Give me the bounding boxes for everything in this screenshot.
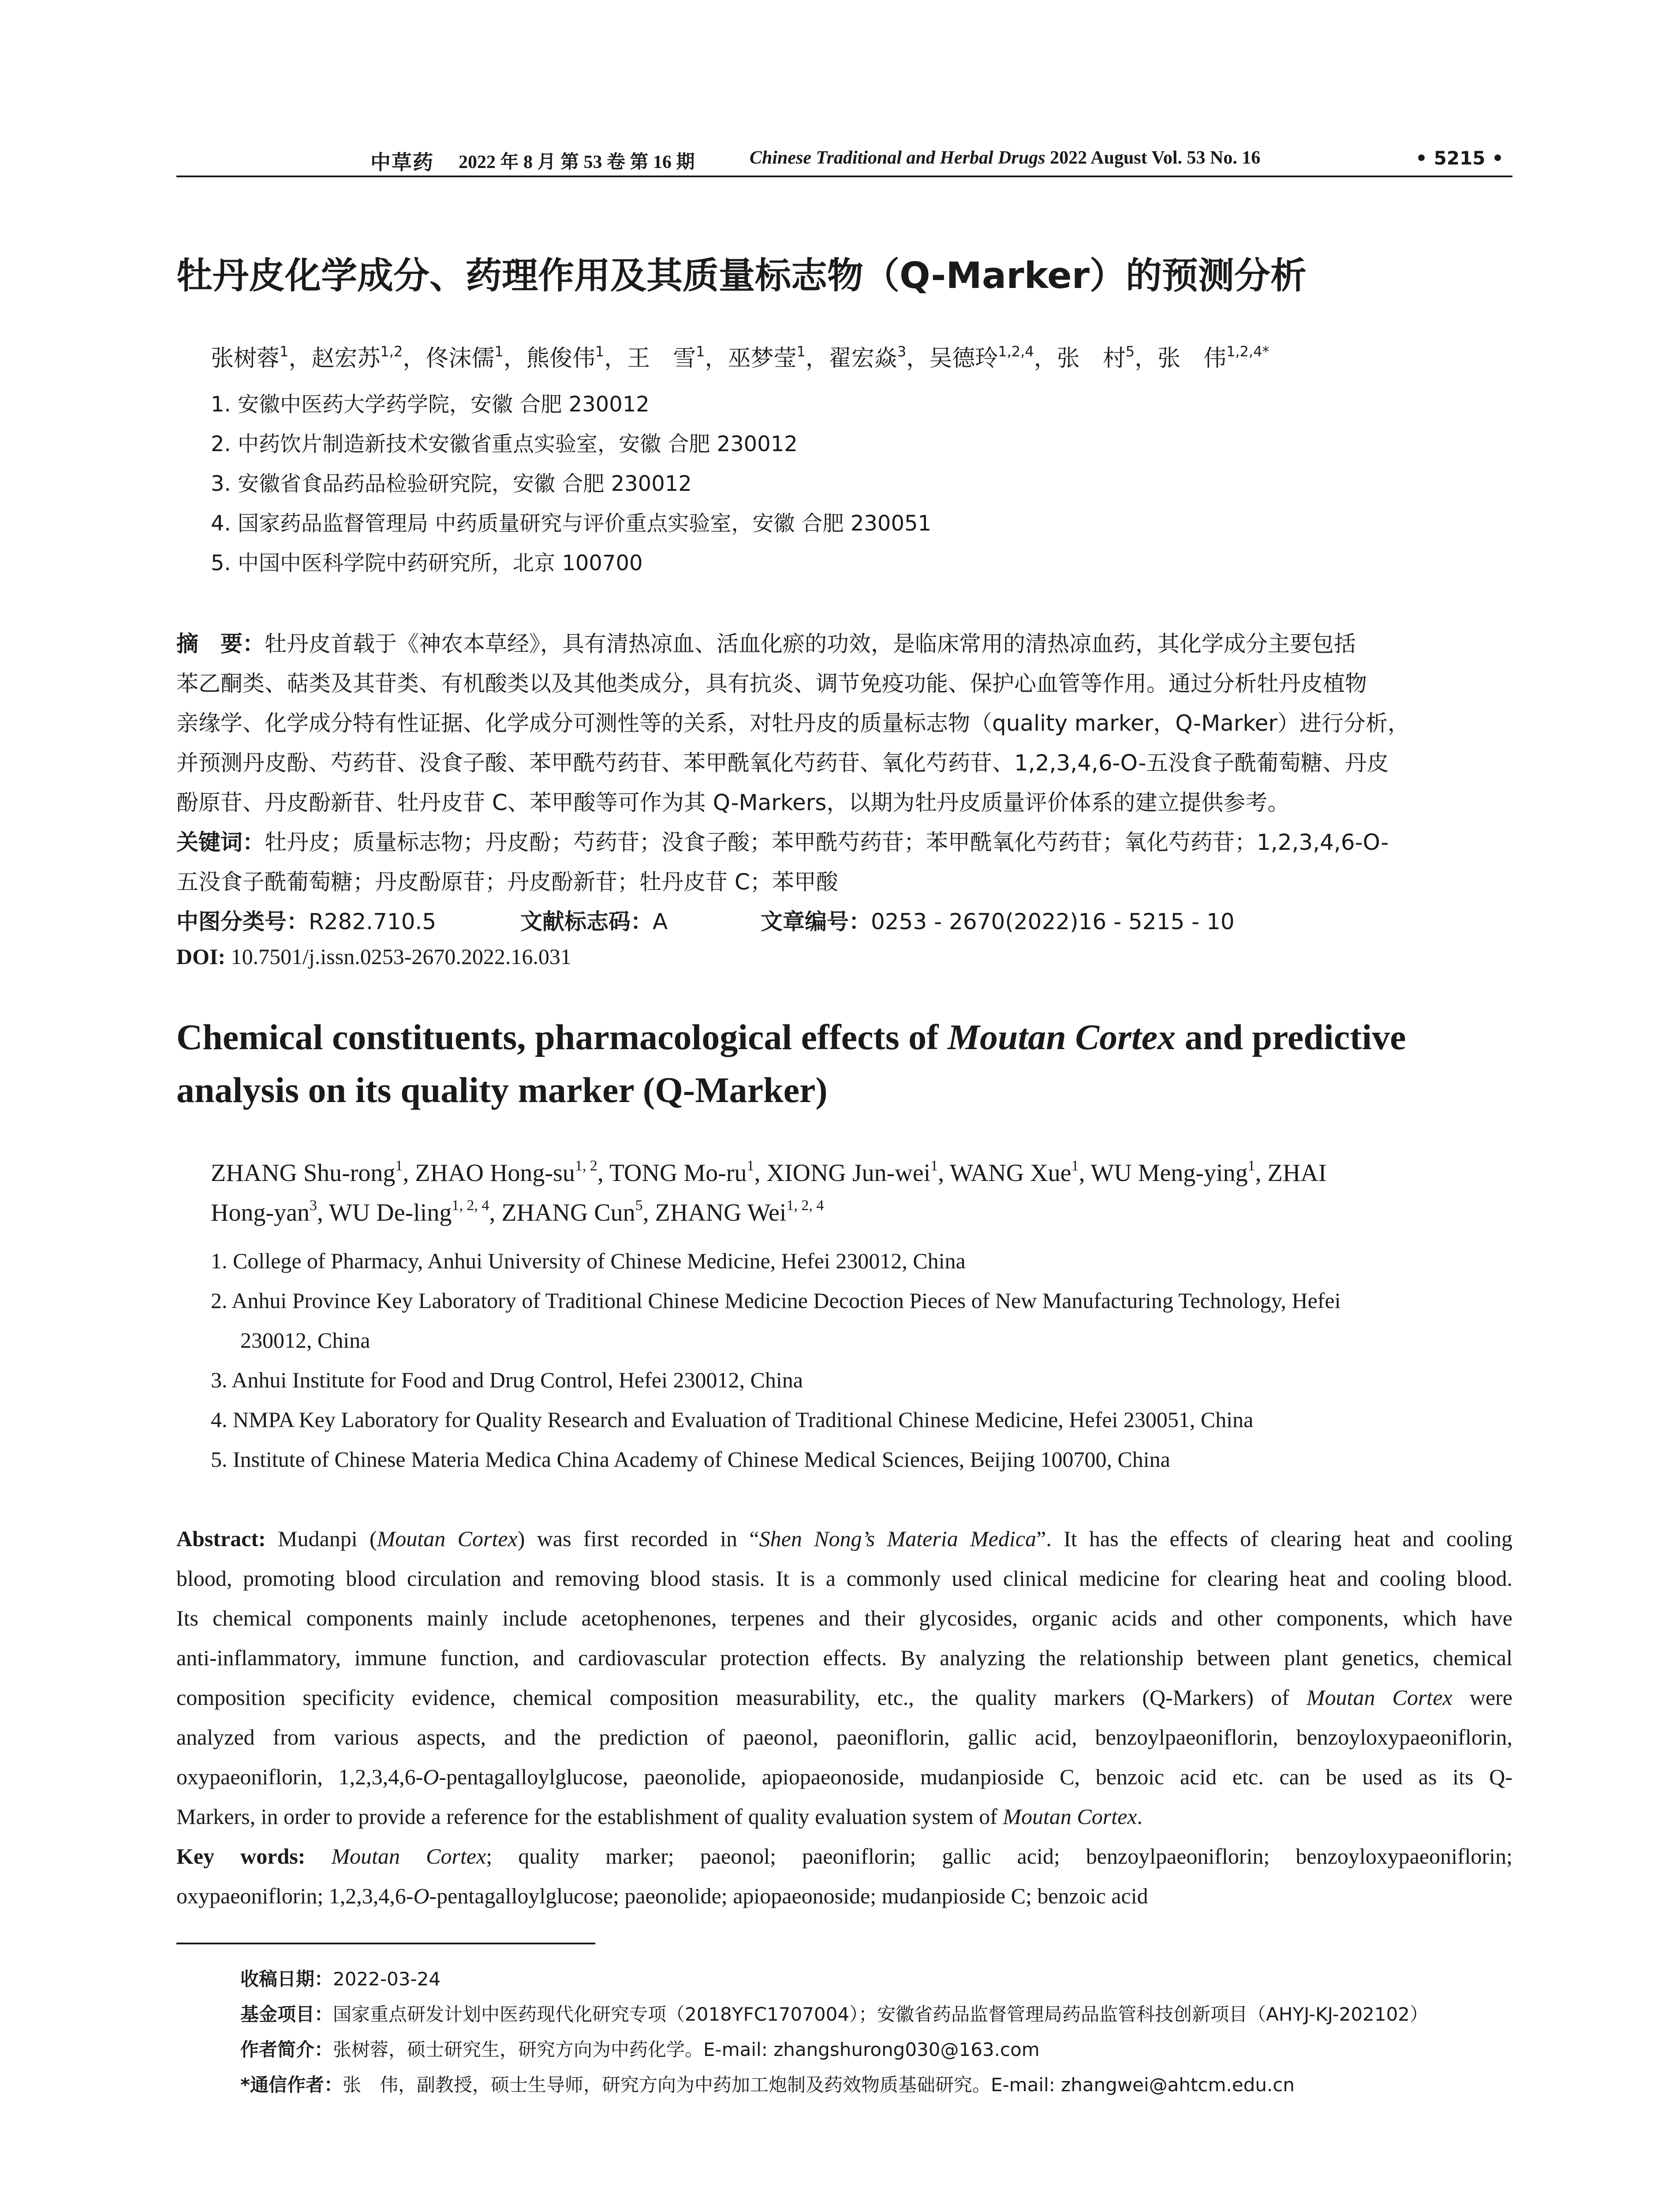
affiliation-cn: 4. 国家药品监督管理局 中药质量研究与评价重点实验室，安徽 合肥 230051 [211,511,932,536]
affiliation-cn: 3. 安徽省食品药品检验研究院，安徽 合肥 230012 [211,471,692,496]
authors-en-line [211,1199,824,1227]
title-cn: 牡丹皮化学成分、药理作用及其质量标志物（Q-Marker）的预测分析 [176,255,1307,297]
abstract-cn-line: 并预测丹皮酚、芍药苷、没食子酸、苯甲酰芍药苷、苯甲酰氧化芍药苷、氧化芍药苷、1,2,3,4,6-O-五没食子酰葡萄糖、丹皮 [176,750,1389,776]
footnote-corresponding: *通信作者：张 伟，副教授，硕士生导师，研究方向为中药加工炮制及药效物质基础研究。E-mail: zhangwei@ahtcm.edu.cn [240,2074,1295,2096]
author-en: Hong-yan$^3$, [211,1197,329,1226]
author-cn: 张树蓉$^1$， [211,343,312,372]
journal-name-cn: 中草药 [370,150,434,174]
abstract-en-line: Markers, in order to provide a reference for the establishment of quality evaluation system of Moutan Cortex. [176,1804,1143,1829]
affiliation-cn: 1. 安徽中医药大学药学院，安徽 合肥 230012 [211,392,650,417]
keywords-en-label: Key words: [176,1844,306,1869]
footnote-received: 收稿日期：2022-03-24 [240,1968,441,1990]
journal-name-en: Chinese Traditional and Herbal Drugs [750,148,1045,168]
running-header [176,140,1512,174]
abstract-cn-line: 摘 要：牡丹皮首载于《神农本草经》，具有清热凉血、活血化瘀的功效，是临床常用的清热凉血药，其化学成分主要包括 [176,631,1356,657]
abstract-cn-line: 酚原苷、丹皮酚新苷、牡丹皮苷 C、苯甲酸等可作为其 Q-Markers，以期为牡丹皮质量评价体系的建立提供参考。 [176,790,1290,815]
header-divider [176,176,1512,177]
article-number [761,904,1235,936]
issue-info-cn: 2022 年 8 月 第 53 卷 第 16 期 [459,152,695,172]
keywords-en-line: Key words: Moutan Cortex; quality marker; paeonol; paeoniflorin; gallic acid; benzoylpaeoniflorin; benzoyloxypaeoniflorin; [176,1844,1512,1869]
doi-label: DOI: [176,944,226,969]
abstract-en-line: Its chemical components mainly include acetophenones, terpenes and their glycosides, organic acids and other components, which have [176,1606,1512,1630]
author-en: WU De-ling$^{1, 2, 4}$, [329,1197,502,1226]
abstract-en-line: Abstract: Mudanpi (Moutan Cortex) was first recorded in “Shen Nong’s Materia Medica”. It has the effects of clearing heat and cooling [176,1526,1512,1551]
page-number: • 5215 • [1415,147,1504,169]
doc-code-label: 文献标志码： [520,909,653,934]
author-cn: 赵宏苏$^{1,2}$， [311,343,426,372]
abstract-en-line: oxypaeoniflorin, 1,2,3,4,6-O-pentagalloylglucose, paeonolide, apiopaeonoside, mudanpioside C, benzoic acid etc. can be used as its Q- [176,1764,1512,1789]
affiliation-cn: 2. 中药饮片制造新技术安徽省重点实验室，安徽 合肥 230012 [211,432,798,456]
affiliation-en: 5. Institute of Chinese Materia Medica China Academy of Chinese Medical Sciences, Beijing 100700, China [211,1447,1170,1472]
issue-info-en [750,147,1260,168]
footnote-author-bio: 作者简介：张树蓉，硕士研究生，研究方向为中药化学。E-mail: zhangshurong030@163.com [240,2039,1040,2060]
clc-value: R282.710.5 [309,909,437,934]
abstract-en-line: anti-inflammatory, immune function, and cardiovascular protection effects. By analyzing the relationship between plant genetics, chemical [176,1645,1512,1670]
author-cn: 佟沫儒$^1$， [426,343,526,372]
abstract-cn-line: 亲缘学、化学成分特有性证据、化学成分可测性等的关系，对牡丹皮的质量标志物（quality marker，Q-Marker）进行分析， [176,710,1410,736]
affiliation-en: 3. Anhui Institute for Food and Drug Control, Hefei 230012, China [211,1368,803,1392]
affiliation-en: 2. Anhui Province Key Laboratory of Traditional Chinese Medicine Decoction Pieces of New Manufacturing Technology, Hefei [211,1288,1341,1313]
article-number-label: 文章编号： [761,909,871,934]
abstract-en-line: analyzed from various aspects, and the prediction of paeonol, paeoniflorin, gallic acid, benzoylpaeoniflorin, benzoyloxypaeoniflorin, [176,1725,1512,1749]
footnote-funding: 基金项目：国家重点研发计划中医药现代化研究专项（2018YFC1707004）；安徽省药品监督管理局药品监管科技创新项目（AHYJ-KJ-202102） [240,2003,1429,2025]
affiliation-en: 1. College of Pharmacy, Anhui University of Chinese Medicine, Hefei 230012, China [211,1248,966,1273]
affiliation-en: 4. NMPA Key Laboratory for Quality Research and Evaluation of Traditional Chinese Medicine, Hefei 230051, China [211,1407,1254,1432]
author-en: ZHAO Hong-su$^{1, 2}$, [415,1158,609,1187]
author-en: TONG $Mo-ru^1$, [609,1158,767,1187]
title-en-line: analysis on its quality marker (Q-Marker) [176,1070,828,1110]
keywords-en-line: oxypaeoniflorin; 1,2,3,4,6-O-pentagalloylglucose; paeonolide; apiopaeonoside; mudanpioside C; benzoic acid [176,1884,1148,1908]
author-cn: 翟宏焱$^3$， [828,343,930,372]
author-cn: 张 伟$^{1,2,4*}$ [1157,343,1269,372]
author-cn: 吴德玲$^{1,2,4}$， [929,343,1057,372]
affiliation-cn: 5. 中国中医科学院中药研究所，北京 100700 [211,551,643,576]
author-cn: 巫梦莹$^1$， [728,343,829,372]
keywords-cn-line: 五没食子酰葡萄糖；丹皮酚原苷；丹皮酚新苷；牡丹皮苷 C；苯甲酸 [176,869,838,895]
doc-code-value: A [653,909,668,934]
author-en: WU Meng-ying$^1$, ZHAI [1090,1158,1327,1187]
author-cn: 熊俊伟$^1$， [526,343,627,372]
keywords-cn-line: 关键词：牡丹皮；质量标志物；丹皮酚；芍药苷；没食子酸；苯甲酰芍药苷；苯甲酰氧化芍药苷；氧化芍药苷；1,2,3,4,6-O- [176,830,1389,855]
author-en: XIONG Jun-wei$^1$, [766,1158,950,1187]
authors-cn [211,340,1269,373]
author-en: ZHANG Wei$^{1, 2, 4}$ [655,1197,824,1226]
affiliation-en: 230012, China [240,1328,370,1353]
abstract-en-label: Abstract: [176,1526,266,1551]
clc-label: 中图分类号： [176,909,309,934]
author-en: ZHANG Shu-rong$^1$, [211,1158,415,1187]
abstract-en-line: composition specificity evidence, chemical composition measurability, etc., the quality markers (Q-Markers) of Moutan Cortex were [176,1685,1512,1710]
document-code [520,904,668,936]
doi-value[interactable]: 10.7501/j.issn.0253-2670.2022.16.031 [225,944,571,969]
footnote-divider [176,1943,595,1944]
classification-line [176,904,436,936]
article-number-value: 0253 - 2670(2022)16 - 5215 - 10 [871,909,1235,934]
abstract-cn-line: 苯乙酮类、萜类及其苷类、有机酸类以及其他类成分，具有抗炎、调节免疫功能、保护心血管等作用。通过分析牡丹皮植物 [176,671,1367,696]
authors-en-line [211,1159,1326,1187]
doi [176,944,571,969]
author-en: WANG Xue$^1$, [950,1158,1091,1187]
abstract-cn-label: 摘 要： [176,631,265,657]
issue-volume-en: 2022 August Vol. 53 No. 16 [1045,148,1261,168]
author-cn: 张 村$^5$， [1057,343,1158,372]
author-en: ZHANG Cun$^5$, [501,1197,655,1226]
abstract-en-line: blood, promoting blood circulation and removing blood stasis. It is a commonly used clinical medicine for clearing heat and cooling blood. [176,1566,1512,1591]
title-en-line: Chemical constituents, pharmacological effects of Moutan Cortex and predictive [176,1017,1406,1057]
author-cn: 王 雪$^1$， [627,343,728,372]
keywords-cn-label: 关键词： [176,830,265,855]
